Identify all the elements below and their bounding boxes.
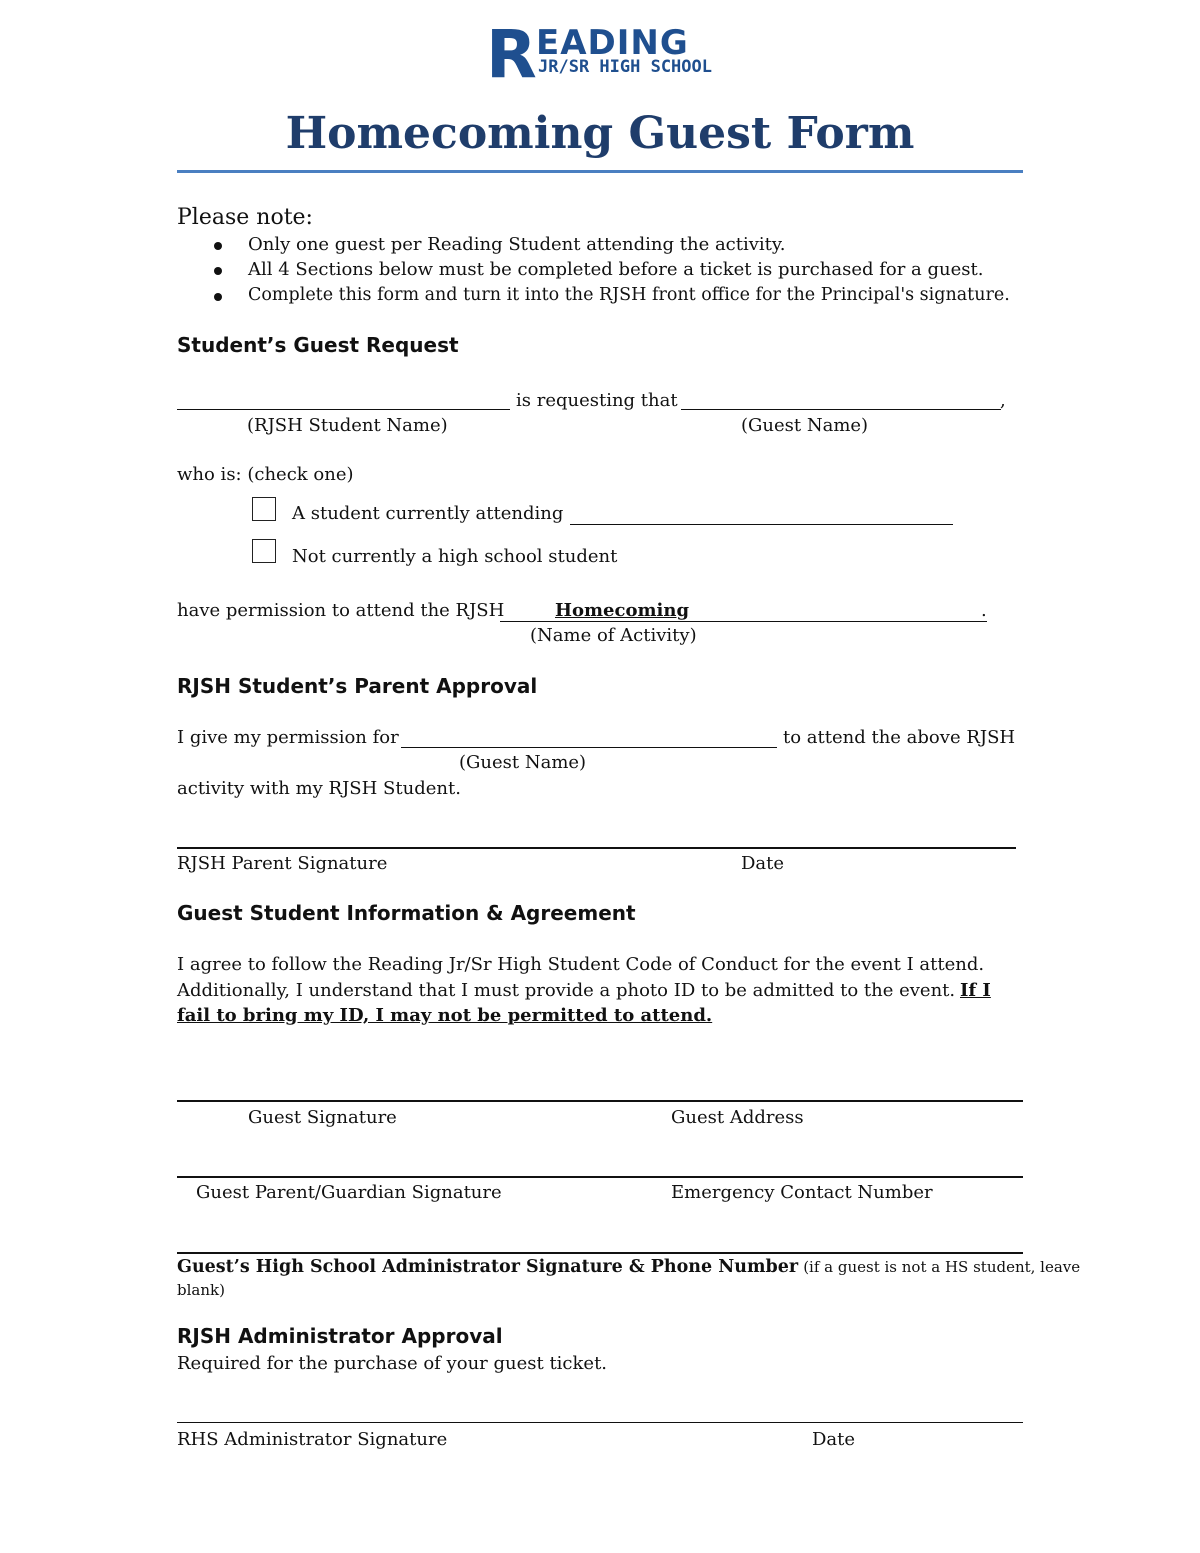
permission-text: have permission to attend the RJSH (177, 600, 505, 621)
section-heading-guest-request: Student’s Guest Request (177, 333, 459, 357)
logo-letter: R (486, 16, 535, 93)
school-name-field[interactable] (570, 524, 953, 525)
checkbox-not-hs-student[interactable] (252, 539, 276, 563)
checkbox-currently-attending[interactable] (252, 497, 276, 521)
parent-signature-field[interactable] (177, 847, 1016, 849)
activity-field-line[interactable] (500, 621, 987, 622)
title-rule (177, 170, 1023, 173)
admin-required-text: Required for the purchase of your guest ticket. (177, 1353, 608, 1374)
guest-address-label: Guest Address (671, 1107, 804, 1128)
requesting-text: is requesting that (516, 390, 678, 411)
hs-admin-signature-label (177, 1257, 1080, 1277)
option-currently-attending: A student currently attending (292, 503, 564, 524)
who-is-label: who is: (check one) (177, 464, 354, 485)
activity-period: . (981, 600, 987, 621)
guardian-signature-label: Guest Parent/Guardian Signature (196, 1182, 502, 1203)
parent-guest-name-field[interactable] (401, 747, 777, 748)
logo-subtitle: JR/SR HIGH SCHOOL (538, 57, 712, 77)
admin-signature-label: RHS Administrator Signature (177, 1429, 448, 1450)
student-name-field[interactable] (177, 409, 510, 410)
section-heading-admin-approval: RJSH Administrator Approval (177, 1324, 503, 1348)
school-logo (486, 16, 726, 93)
guest-signature-label: Guest Signature (248, 1107, 397, 1128)
agreement-bold-1: If I (960, 980, 991, 1001)
guest-signature-line[interactable] (177, 1100, 1023, 1102)
admin-date-label: Date (812, 1429, 856, 1450)
emergency-contact-label: Emergency Contact Number (671, 1182, 933, 1203)
agreement-line-1: I agree to follow the Reading Jr/Sr High Student Code of Conduct for the event I attend. (177, 954, 985, 975)
parent-guest-name-label: (Guest Name) (459, 752, 587, 773)
permission-continuation: activity with my RJSH Student. (177, 778, 461, 799)
note-bullet-3: Complete this form and turn it into the RJSH front office for the Principal's signature. (248, 285, 1010, 305)
student-name-label: (RJSH Student Name) (247, 415, 448, 436)
permission-prefix: I give my permission for (177, 727, 399, 748)
hs-admin-signature-bold: Guest’s High School Administrator Signature & Phone Number (177, 1257, 799, 1277)
permission-suffix: to attend the above RJSH (783, 727, 1016, 748)
parent-date-label: Date (741, 853, 785, 874)
agreement-bold-2: fail to bring my ID, I may not be permitted to attend. (177, 1005, 713, 1026)
guest-name-label: (Guest Name) (741, 415, 869, 436)
activity-value: Homecoming (555, 600, 690, 621)
section-heading-guest-agreement: Guest Student Information & Agreement (177, 901, 636, 925)
hs-admin-signature-note: (if a guest is not a HS student, leave (803, 1258, 1081, 1276)
guest-name-field[interactable] (681, 409, 1001, 410)
hs-admin-signature-line[interactable] (177, 1252, 1023, 1254)
note-heading: Please note: (177, 205, 313, 230)
page-title: Homecoming Guest Form (285, 108, 915, 159)
admin-signature-line[interactable] (177, 1422, 1023, 1423)
hs-admin-signature-note-2: blank) (177, 1281, 225, 1299)
note-bullet-1: Only one guest per Reading Student attending the activity. (248, 234, 786, 255)
note-bullet-2: All 4 Sections below must be completed before a ticket is purchased for a guest. (248, 259, 984, 280)
guardian-signature-line[interactable] (177, 1176, 1023, 1178)
bullet-icon (214, 242, 222, 250)
bullet-icon (214, 267, 222, 275)
bullet-icon (214, 293, 222, 301)
section-heading-parent-approval: RJSH Student’s Parent Approval (177, 674, 538, 698)
logo-word: EADING (536, 23, 689, 63)
activity-label: (Name of Activity) (530, 625, 697, 646)
comma: , (1000, 390, 1006, 411)
option-not-hs-student: Not currently a high school student (292, 546, 618, 567)
agreement-line-2: Additionally, I understand that I must provide a photo ID to be admitted to the event. (177, 980, 956, 1001)
parent-signature-label: RJSH Parent Signature (177, 853, 388, 874)
